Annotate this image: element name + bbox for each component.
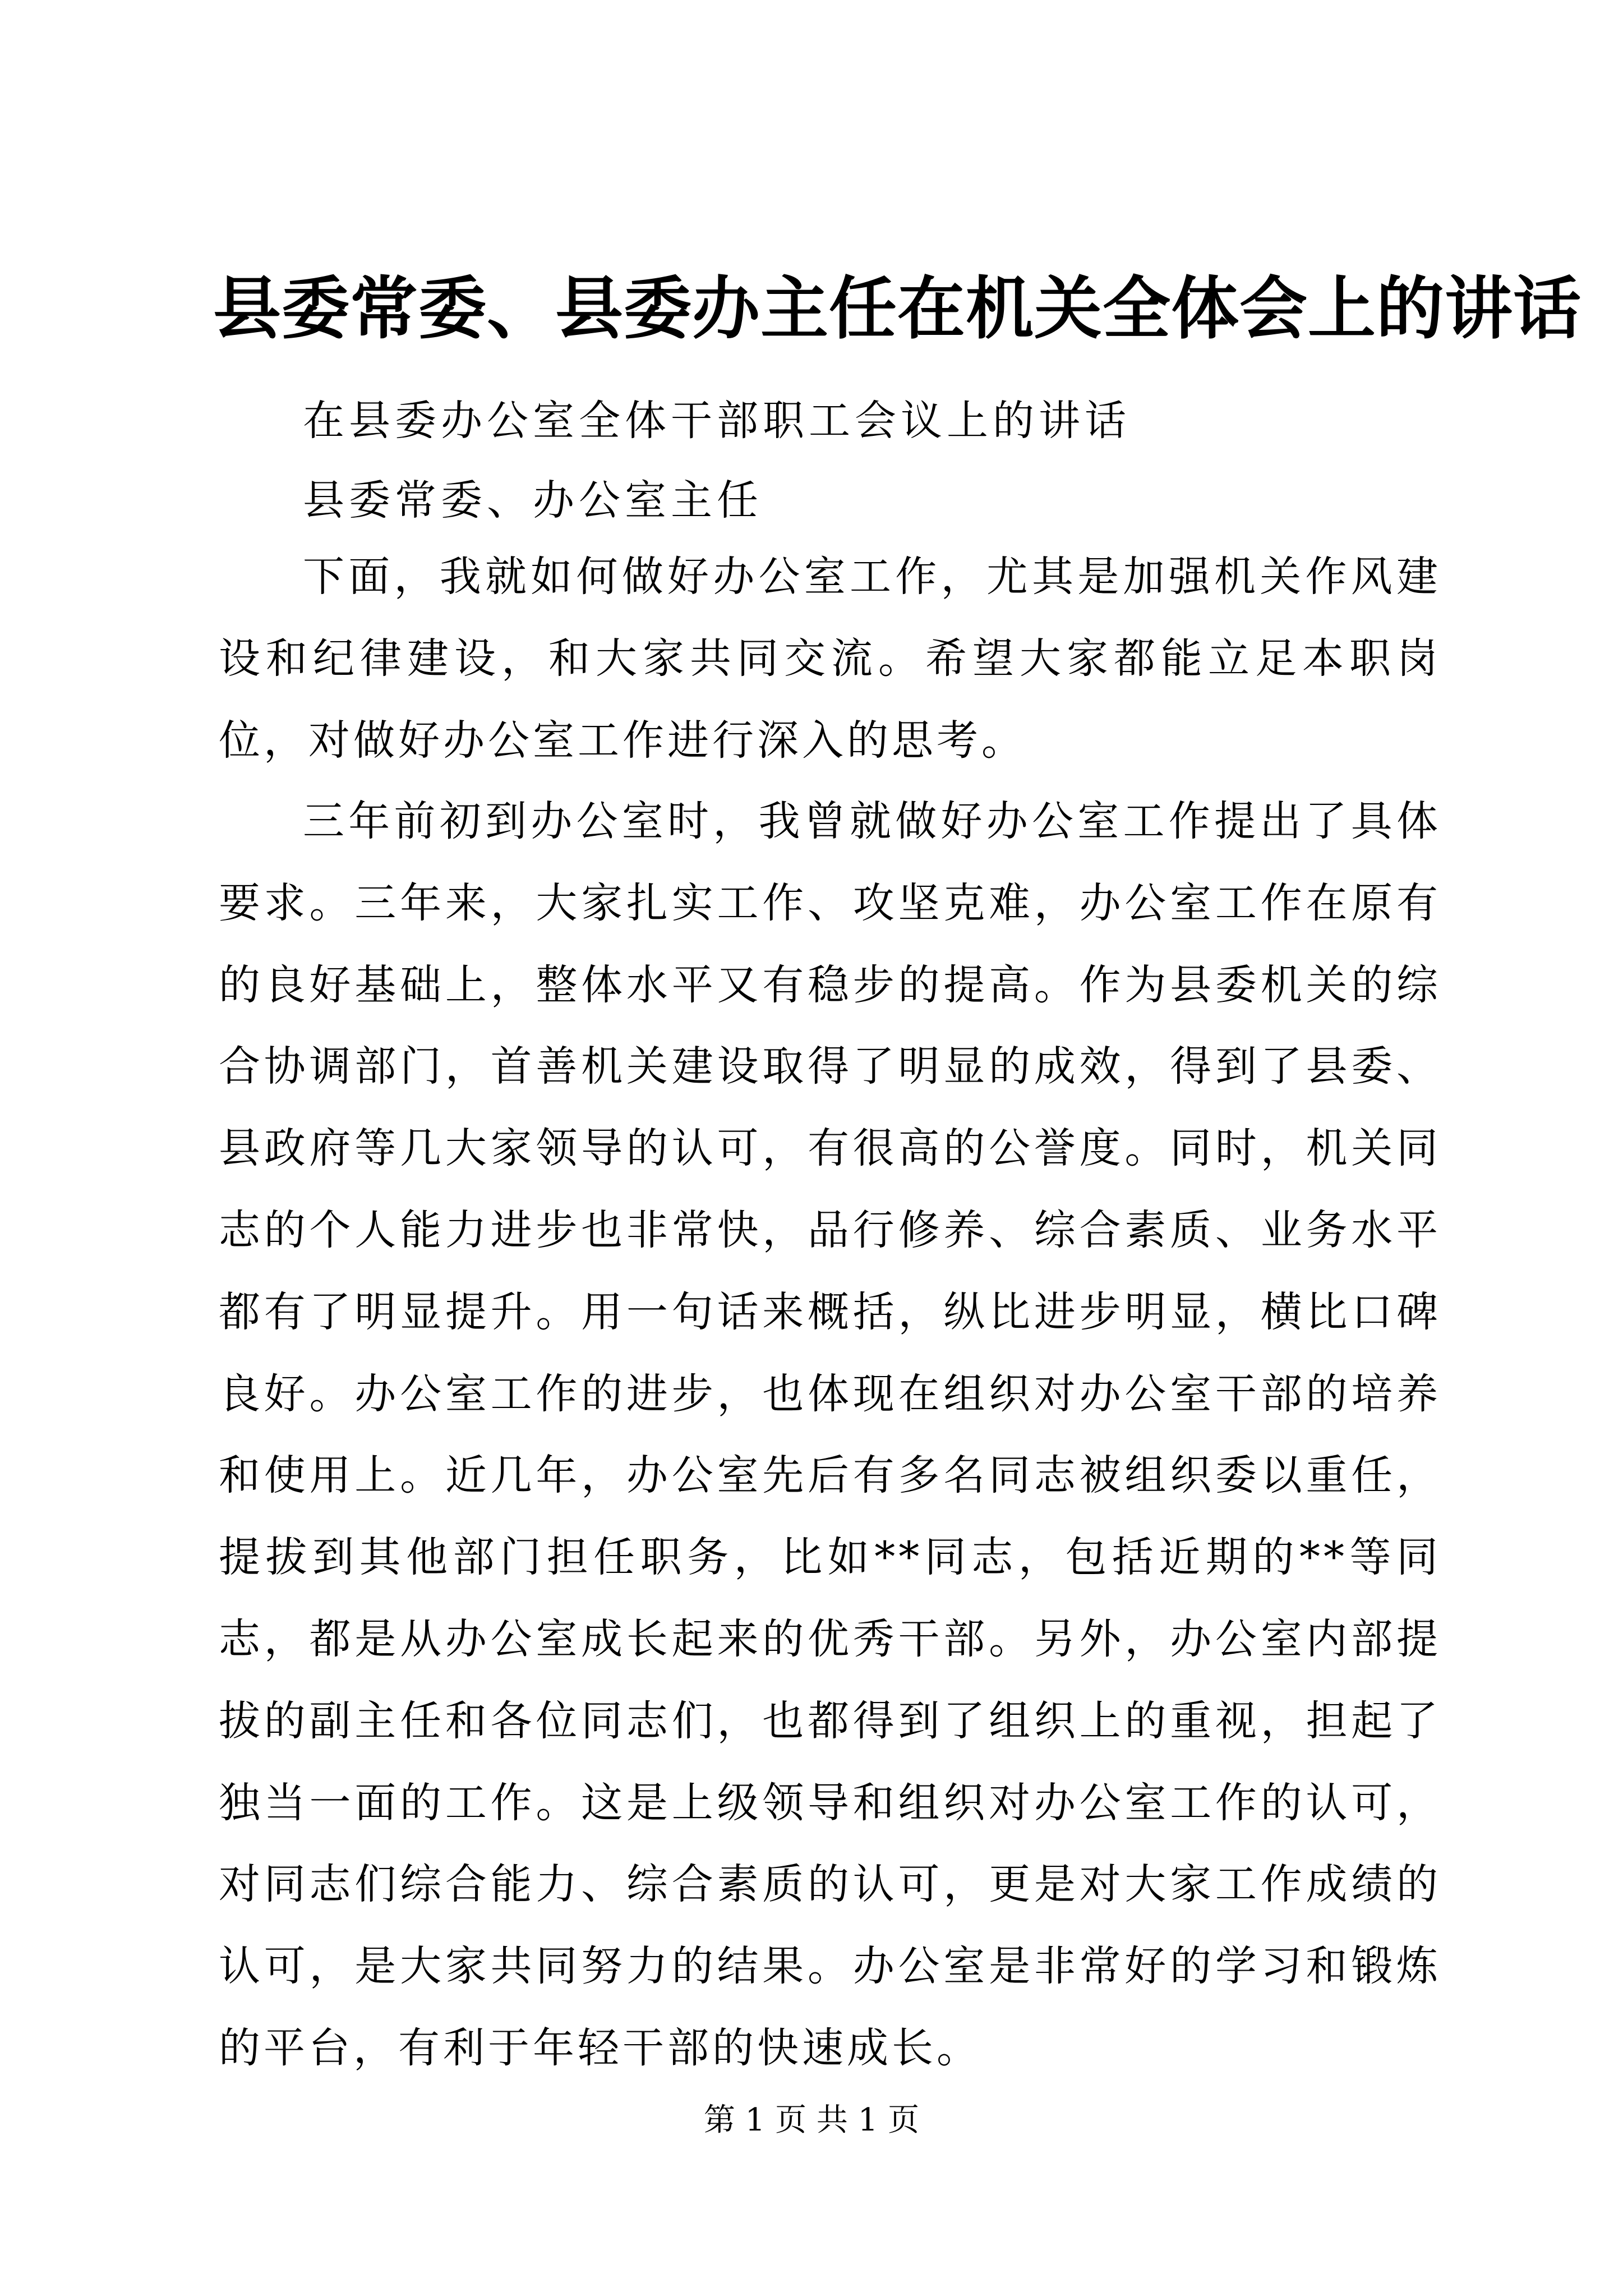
speaker-line: 县委常委、办公室主任 (303, 476, 763, 524)
paragraph-main: 三年前初到办公室时，我曾就做好办公室工作提出了具体要求。三年来，大家扎实工作、攻坚克难，办公室工作在原有的良好基础上，整体水平又有稳步的提高。作为县委机关的综合协调部门，首善机关建设取得了明显的成效，得到了县委、县政府等几大家领导的认可，有很高的公誉度。同时，机关同志的个人能力进步也非常快，品行修养、综合素质、业务水平都有了明显提升。用一句话来概括，纵比进步明显，横比口碑良好。办公室工作的进步，也体现在组织对办公室干部的培养和使用上。近几年，办公室先后有多名同志被组织委以重任，提拔到其他部门担任职务，比如**同志，包括近期的**等同志，都是从办公室成长起来的优秀干部。另外，办公室内部提拔的副主任和各位同志们，也都得到了组织上的重视，担起了独当一面的工作。这是上级领导和组织对办公室工作的认可，对同志们综合能力、综合素质的认可，更是对大家工作成绩的认可，是大家共同努力的结果。办公室是非常好的学习和锻炼的平台，有利于年轻干部的快速成长。 (219, 797, 1441, 2072)
document-title: 县委常委、县委办主任在机关全体会上的讲话 (213, 268, 1582, 348)
page-number-footer: 第 1 页 共 1 页 (703, 2102, 920, 2138)
document-subtitle: 在县委办公室全体干部职工会议上的讲话 (303, 397, 1131, 445)
paragraph-intro: 下面，我就如何做好办公室工作，尤其是加强机关作风建设和纪律建设，和大家共同交流。希望大家都能立足本职岗位，对做好办公室工作进行深入的思考。 (219, 553, 1441, 765)
